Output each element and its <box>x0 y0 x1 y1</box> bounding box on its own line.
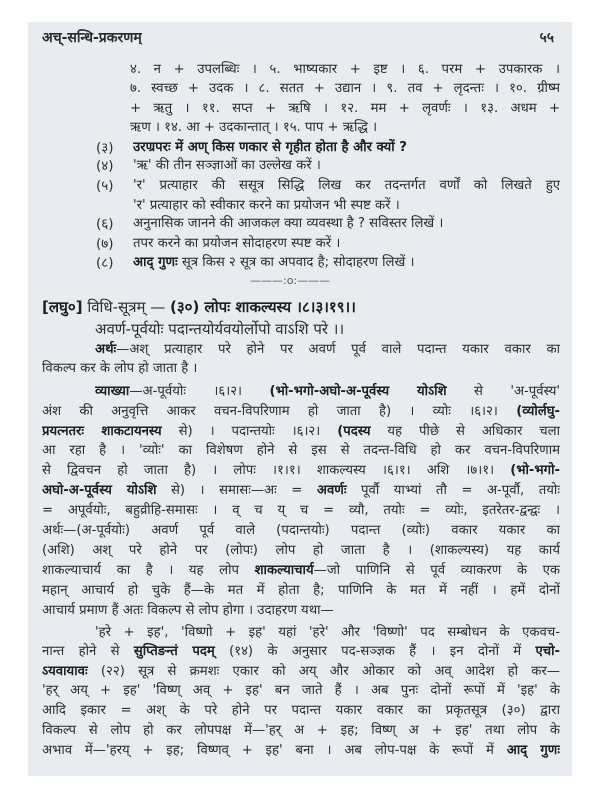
exercise-line <box>130 99 560 119</box>
bold-text: (भो-भगो- <box>510 463 560 478</box>
bold-text: शाकल्याचार्य <box>254 563 314 578</box>
bold-text: प्रयत्नतरः शाकटायनस्य <box>42 424 162 439</box>
artha-line <box>42 359 560 379</box>
text-segment: (१४) के अनुसार पद-सञ्ज्ञक हैं । इन दोनों में <box>214 644 536 659</box>
question-text <box>133 214 560 234</box>
text-segment: विकल्प से लोप हो कर लोपपक्ष में—'हर् अ + इह; विष्ण् अ + इह' तथा लोप के <box>42 723 560 738</box>
vyakhya-line <box>42 402 560 422</box>
text-segment: + ऋतु । ११. सप्त + ऋषि । १२. मम + लृवर्णः । १३. अधम + <box>130 101 560 116</box>
vyakhya-line <box>42 581 560 601</box>
vyakhya-line <box>95 382 560 402</box>
text-segment: पूर्वौ याभ्यां तौ = अ-पूर्वौ, तयोः <box>346 483 560 498</box>
text-segment: यह पीछे से अधिकार चला <box>370 424 560 439</box>
vyakhya-line <box>42 541 560 561</box>
bold-text: व्याख्या <box>95 384 130 399</box>
text-segment: 'र' प्रत्याहार को स्वीकार करने का प्रयोजन भी स्पष्ट करें । <box>133 198 400 213</box>
text-segment: 'हर् अय् + इह' 'विष्ण् अव् + इह' बन जाते हैं । अब पुनः दोनों रूपों में 'इह' के <box>42 683 560 698</box>
bold-text: सुप्तिङन्तं पदम् <box>133 644 215 659</box>
text-segment: आ रहा है । 'व्योः' का विशेषण होने से इस से तदन्त-विधि हो कर वचन-विपरिणाम <box>42 443 560 458</box>
vyakhya-line <box>42 601 560 621</box>
section-separator: ———:o:——— <box>250 274 331 287</box>
text-segment: 'ऋ' की तीन सञ्ज्ञाओं का उल्लेख करें । <box>133 158 321 173</box>
bold-text: (भो-भगो-अघो-अ-पूर्वस्य योऽशि <box>269 384 447 399</box>
udaharana-line <box>42 662 560 682</box>
question-number: (६) <box>96 216 114 232</box>
bold-text: अर्थः <box>95 342 117 357</box>
text-segment: अनुनासिक जानने की आजकल क्या व्यवस्था है ? सविस्तर लिखें । <box>133 216 444 231</box>
artha-line <box>95 340 560 360</box>
udaharana-line <box>42 721 560 741</box>
text-segment: से) । समासः—अः = <box>156 483 317 498</box>
bold-text: उरण्रपरः में अण् किस णकार से गृहीत होता है और क्यों ? <box>133 140 407 155</box>
question-number: (४) <box>96 158 114 174</box>
vyakhya-line <box>42 481 560 501</box>
vyakhya-line <box>42 561 560 581</box>
vyakhya-line <box>42 501 560 521</box>
udaharana-line <box>95 623 560 643</box>
bold-text: (पदस्य <box>337 424 371 439</box>
text-segment: अभाव में—'हरय् + इह; विष्णव् + इह' बना । अब लोप-पक्ष के रूपों में <box>42 743 507 758</box>
text-segment: अर्थः—(अ-पूर्वयोः) अवर्ण पूर्व वाले (पदान्तयोः) पदान्त (व्योः) वकार यकार का <box>42 523 560 538</box>
udaharana-line <box>42 681 560 701</box>
text-segment: = अपूर्वयोः, बहुव्रीहि-समासः । व् च य् च = व्यौ, तयोः = व्योः, इतरेतर-द्वन्द्वः । <box>42 503 560 518</box>
udaharana-line <box>42 741 560 761</box>
text-segment: ४. न + उपलब्धिः । ५. भाष्यकार + इष्ट । ६. परम + उपकारक । <box>130 62 560 77</box>
text-segment: महान् आचार्य हो चुके हैं—के मत में होता है; पाणिनि के मत में नहीं । हमें दोनों <box>42 583 560 598</box>
question-number: (३) <box>96 140 114 156</box>
vyakhya-line <box>42 422 560 442</box>
text-segment: 'हरे + इह', 'विष्णो + इह' यहां 'हरे' और 'विष्णो' पद सम्बोधन के एकवच- <box>95 625 560 640</box>
text-segment: (२२) सूत्र से क्रमशः एकार को अय् और ओकार को अव् आदेश हो कर— <box>87 664 560 679</box>
text-segment: —अ-पूर्वयोः ।६।२। <box>129 384 270 399</box>
question-text <box>133 234 560 254</box>
text-segment: से द्विवचन हो जाता है) । लोपः ।१।१। शाकल्यस्य ।६।१। अशि ।७।१। <box>42 463 511 478</box>
running-header-title: अच्-सन्धि-प्रकरणम् <box>42 30 142 46</box>
bold-text: (३०) लोपः शाकल्यस्य ।८।३।१९।। <box>170 298 356 316</box>
bold-text: [लघु०] <box>42 298 83 316</box>
question-text <box>133 176 560 196</box>
page-number: ५५ <box>539 30 554 46</box>
text-segment: विधि-सूत्रम् — <box>82 298 170 316</box>
text-segment: ७. स्वच्छ + उदक । ८. सतत + उद्यान । ९. तव + लृदन्तः । १०. ग्रीष्म <box>130 81 560 96</box>
text-segment: अवर्ण-पूर्वयोः पदान्तयोर्यवयोर्लोपो वाऽशि परे ।। <box>95 320 345 338</box>
question-text <box>133 196 560 216</box>
udaharana-line <box>42 642 560 662</box>
text-segment: नान्त होने से <box>42 644 134 659</box>
sutra-heading <box>42 297 560 317</box>
bold-text: आद् गुणः <box>133 255 178 270</box>
sutra-vritti <box>95 319 560 339</box>
question-text <box>133 253 560 273</box>
bold-text: अवर्णः <box>316 483 347 498</box>
bold-text: (व्योर्लघु- <box>516 404 560 419</box>
text-segment: —अश् प्रत्याहार परे होने पर अवर्ण पूर्व वाले पदान्त यकार वकार का <box>116 342 560 357</box>
text-segment: आचार्य प्रमाण हैं अतः विकल्प से लोप होगा । उदाहरण यथा— <box>42 603 334 618</box>
text-segment: —जो पाणिनि से पूर्व व्याकरण के एक <box>313 563 560 578</box>
bold-text: एचो- <box>535 644 560 659</box>
bold-text: आद् गुणः <box>506 743 560 758</box>
text-segment: से) । पदान्तयोः ।६।२। <box>161 424 338 439</box>
text-segment: अंश की अनुवृत्ति आकर वचन-विपरिणाम हो जाता है) । व्योः ।६।२। <box>42 404 517 419</box>
question-text <box>133 156 560 176</box>
bold-text: ऽयवायावः <box>42 664 88 679</box>
exercise-line <box>130 118 560 138</box>
text-segment: (अशि) अश् परे होने पर (लोपः) लोप हो जाता है । (शाकल्यस्य) यह कार्य <box>42 543 560 558</box>
vyakhya-line <box>42 521 560 541</box>
text-segment: शाकल्याचार्य का है । यह लोप <box>42 563 255 578</box>
question-text <box>133 138 560 158</box>
text-segment: आदि इकार = अश् के परे होने पर पदान्त यकार वकार का प्रकृतसूत्र (३०) द्वारा <box>42 703 560 718</box>
exercise-line <box>130 79 560 99</box>
text-segment: विकल्प कर के लोप हो जाता है । <box>42 361 198 376</box>
text-segment: 'र' प्रत्याहार की ससूत्र सिद्धि लिख कर तदन्तर्गत वर्णों को लिखते हुए <box>133 178 560 193</box>
vyakhya-line <box>42 441 560 461</box>
text-segment: से 'अ-पूर्वस्य' <box>446 384 560 399</box>
text-segment: तपर करने का प्रयोजन सोदाहरण स्पष्ट करें । <box>133 236 341 251</box>
udaharana-line <box>42 701 560 721</box>
vyakhya-line <box>42 461 560 481</box>
question-number: (७) <box>96 236 114 252</box>
question-number: (५) <box>96 178 114 194</box>
text-segment: ऋण । १४. आ + उदकान्तात् । १५. पाप + ऋद्धि । <box>130 120 378 135</box>
bold-text: अघो-अ-पूर्वस्य योऽशि <box>42 483 157 498</box>
text-segment: सूत्र किस २ सूत्र का अपवाद है; सोदाहरण लिखें । <box>177 255 415 270</box>
book-page <box>28 22 572 776</box>
exercise-line <box>130 60 560 80</box>
question-number: (८) <box>96 255 114 271</box>
